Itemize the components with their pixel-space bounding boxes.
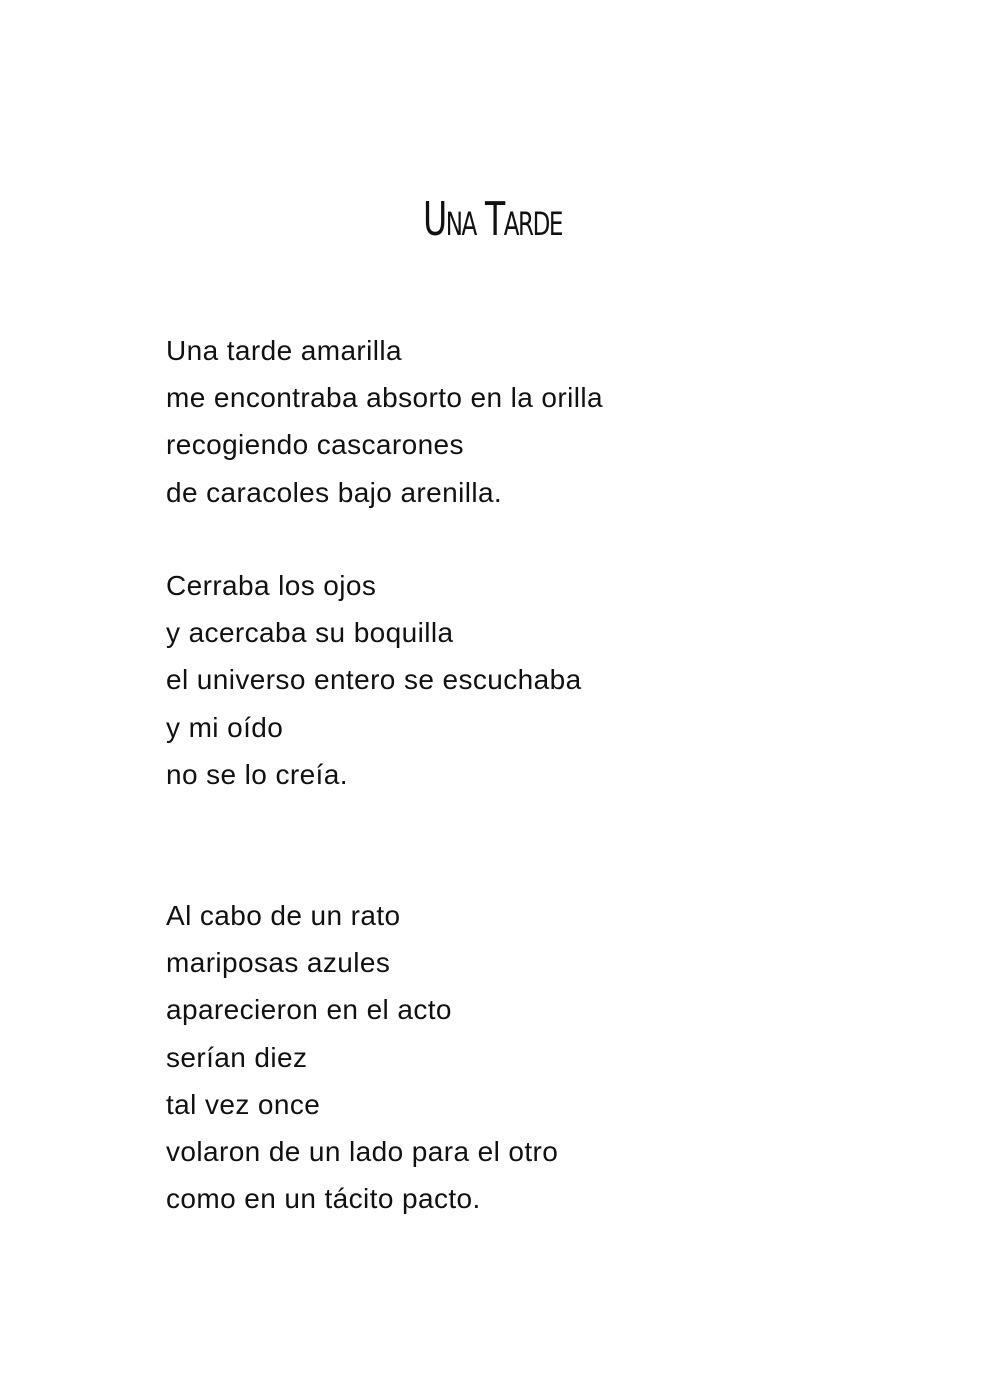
poem-line: recogiendo cascarones [166,429,464,461]
poem-line: como en un tácito pacto. [166,1183,481,1215]
poem-line: no se lo creía. [166,758,348,790]
poem-line: el universo entero se escuchaba [166,664,582,696]
poem-line: y acercaba su boquilla [166,617,454,649]
stanza-2 [166,562,866,798]
poem-line: Cerraba los ojos [166,570,377,601]
stanza-1 [166,327,866,516]
stanza-3 [166,892,866,1222]
poem-line: Al cabo de un rato [166,900,401,931]
poem-title: Una Tarde [422,192,563,246]
poem-line: y mi oído [166,711,284,743]
poem-line: mariposas azules [166,947,391,979]
poem-line: tal vez once [166,1088,321,1120]
poem-line: aparecieron en el acto [166,994,452,1026]
poem-line: Una tarde amarilla [166,335,402,366]
poem-line: me encontraba absorto en la orilla [166,382,603,414]
poem-line: de caracoles bajo arenilla. [166,476,503,508]
poem-line: volaron de un lado para el otro [166,1136,559,1168]
poem-line: serían diez [166,1041,308,1073]
